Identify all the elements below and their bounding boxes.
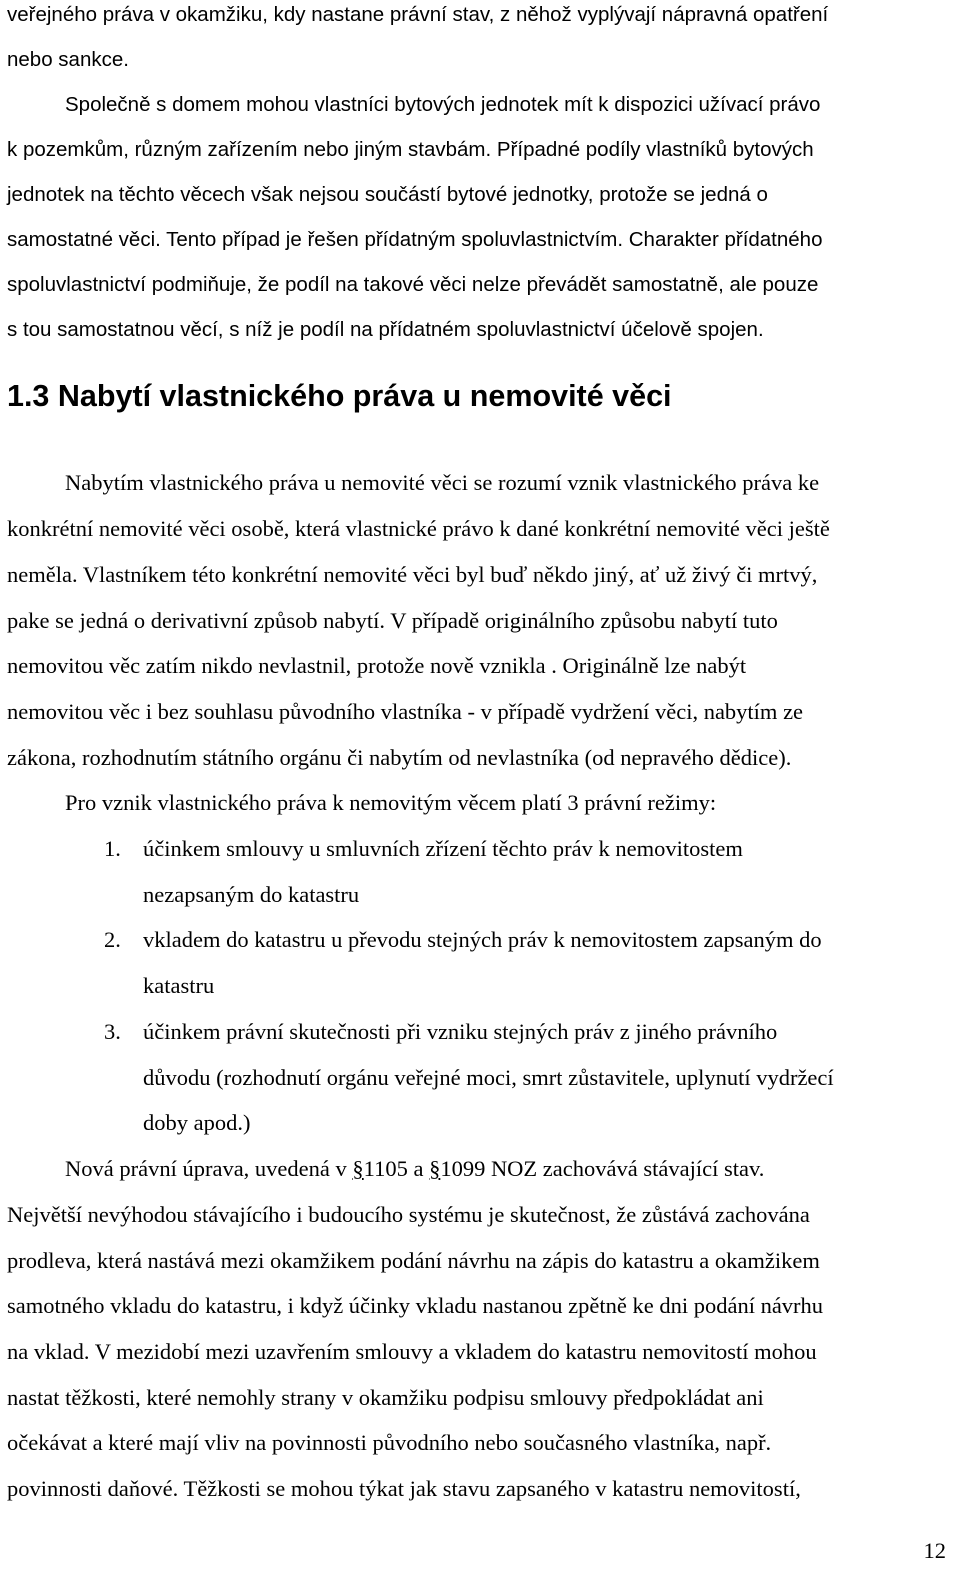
list-item-text: vkladem do katastru u převodu stejných práv k nemovitostem zapsaným do bbox=[143, 927, 822, 952]
noz-ref: 1105 a bbox=[363, 1156, 430, 1181]
intro-line: spoluvlastnictví podmiňuje, že podíl na takové věci nelze převádět samostatně, ale pouze bbox=[7, 273, 819, 296]
section-mark: § bbox=[429, 1156, 441, 1181]
body-line: zákona, rozhodnutím státního orgánu či nabytím od nevlastníka (od nepravého dědice). bbox=[7, 745, 792, 770]
noz-ref: 1099 NOZ zachovává stávající stav. bbox=[440, 1156, 765, 1181]
body-line: Nabytím vlastnického práva u nemovité věci se rozumí vznik vlastnického práva ke bbox=[65, 470, 820, 495]
intro-line: nebo sankce. bbox=[7, 48, 129, 71]
intro-line: k pozemkům, různým zařízením nebo jiným stavbám. Případné podíly vlastníků bytových bbox=[7, 138, 814, 161]
section-heading: 1.3 Nabytí vlastnického práva u nemovité věci bbox=[7, 379, 672, 413]
final-line: Největší nevýhodou stávajícího i budoucího systému je skutečnost, že zůstává zachována bbox=[7, 1202, 810, 1227]
intro-line: Společně s domem mohou vlastníci bytových jednotek mít k dispozici užívací právo bbox=[65, 93, 821, 116]
body-line: neměla. Vlastníkem této konkrétní nemovité věci byl buď někdo jiný, ať už živý či mrtvý, bbox=[7, 562, 818, 587]
body-line: nemovitou věc i bez souhlasu původního vlastníka - v případě vydržení věci, nabytím ze bbox=[7, 699, 804, 724]
final-line: samotného vkladu do katastru, i když účinky vkladu nastanou zpětně ke dni podání návrhu bbox=[7, 1293, 824, 1318]
body-line: nemovitou věc zatím nikdo nevlastnil, protože nově vznikla . Originálně lze nabýt bbox=[7, 653, 747, 678]
noz-text: Nová právní úprava, uvedená v bbox=[65, 1156, 353, 1181]
intro-line: jednotek na těchto věcech však nejsou součástí bytové jednotky, protože se jedná o bbox=[7, 183, 768, 206]
list-item-text: účinkem právní skutečnosti při vzniku stejných práv z jiného právního bbox=[143, 1019, 778, 1044]
list-item-text: katastru bbox=[143, 973, 215, 998]
list-item-text: doby apod.) bbox=[143, 1110, 251, 1135]
final-line: na vklad. V mezidobí mezi uzavřením smlouvy a vkladem do katastru nemovitostí mohou bbox=[7, 1339, 817, 1364]
page-number: 12 bbox=[923, 1538, 946, 1563]
section-mark: § bbox=[352, 1156, 364, 1181]
list-number: 2. bbox=[104, 927, 121, 952]
intro-line: s tou samostatnou věcí, s níž je podíl na přídatném spoluvlastnictví účelově spojen. bbox=[7, 318, 764, 341]
list-number: 3. bbox=[104, 1019, 121, 1044]
final-line: povinnosti daňové. Těžkosti se mohou týkat jak stavu zapsaného v katastru nemovitostí, bbox=[7, 1476, 801, 1501]
noz-line bbox=[65, 1146, 764, 1192]
list-number: 1. bbox=[104, 836, 121, 861]
list-item-text: důvodu (rozhodnutí orgánu veřejné moci, smrt zůstavitele, uplynutí vydržecí bbox=[143, 1065, 834, 1090]
intro-line: veřejného práva v okamžiku, kdy nastane právní stav, z něhož vyplývají nápravná opatření bbox=[7, 3, 829, 26]
final-line: prodleva, která nastává mezi okamžikem podání návrhu na zápis do katastru a okamžikem bbox=[7, 1248, 820, 1273]
body-line: pake se jedná o derivativní způsob nabytí. V případě originálního způsobu nabytí tuto bbox=[7, 608, 778, 633]
intro-line: samostatné věci. Tento případ je řešen přídatným spoluvlastnictvím. Charakter přídatného bbox=[7, 228, 823, 251]
list-item-text: účinkem smlouvy u smluvních zřízení těchto práv k nemovitostem bbox=[143, 836, 743, 861]
body-line: Pro vznik vlastnického práva k nemovitým věcem platí 3 právní režimy: bbox=[65, 790, 717, 815]
final-line: očekávat a které mají vliv na povinnosti původního nebo současného vlastníka, např. bbox=[7, 1430, 772, 1455]
body-line: konkrétní nemovité věci osobě, která vlastnické právo k dané konkrétní nemovité věci ještě bbox=[7, 516, 830, 541]
final-line: nastat těžkosti, které nemohly strany v okamžiku podpisu smlouvy předpokládat ani bbox=[7, 1385, 764, 1410]
list-item-text: nezapsaným do katastru bbox=[143, 882, 360, 907]
